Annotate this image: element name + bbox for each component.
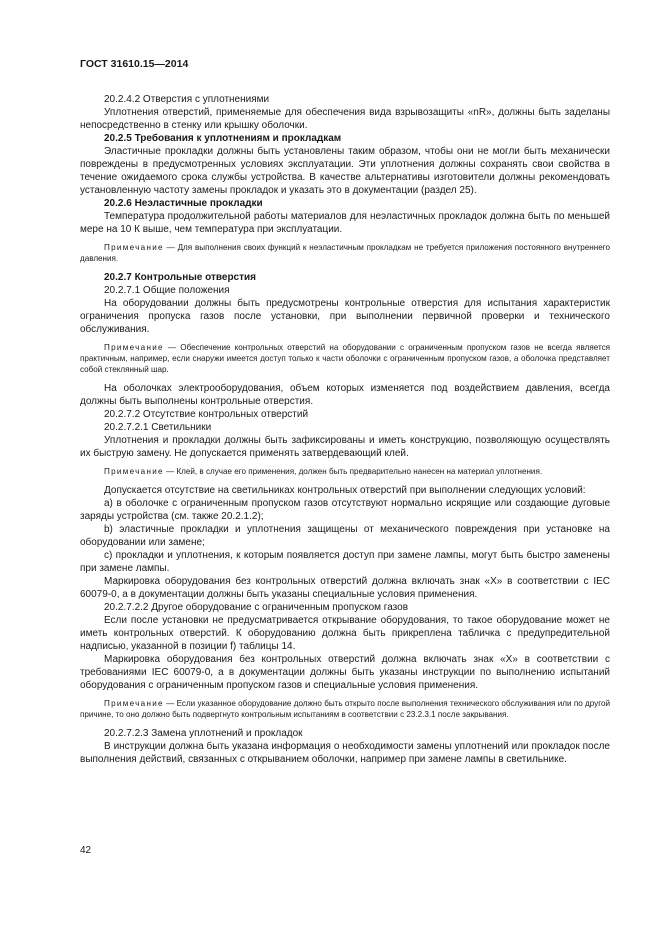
section-heading: 20.2.4.2 Отверстия с уплотнениями bbox=[104, 94, 270, 105]
page-number: 42 bbox=[80, 845, 92, 856]
paragraph: Допускается отсутствие на светильниках контрольных отверстий при выполнении следующих условий: bbox=[104, 485, 586, 496]
document-body bbox=[80, 93, 610, 766]
paragraph: На оборудовании должны быть предусмотрены контрольные отверстия для испытания характеристик ограничения пропуска газов после установки, при выполнении первичной проверки и технического обслуживания. bbox=[80, 298, 610, 335]
section-heading: 20.2.7 Контрольные отверстия bbox=[104, 272, 257, 283]
section-heading: 20.2.7.2 Отсутствие контрольных отверстий bbox=[104, 409, 309, 420]
page-header: ГОСТ 31610.15—2014 bbox=[80, 58, 189, 70]
section-heading: 20.2.7.2.1 Светильники bbox=[104, 422, 212, 433]
note-text: — Для выполнения своих функций к неэластичным прокладкам не требуется приложения постоянного внутреннего давления. bbox=[80, 243, 610, 263]
paragraph: Эластичные прокладки должны быть установлены таким образом, чтобы они не могли быть механически повреждены в предусмотренных условиях эксплуатации. Эти уплотнения должны сохранять свои свойства в течение ожидаемого срока службы устройства. В качестве альтернативы изготовители должны рекомендовать установленную частоту замены прокладок и указать это в документации (раздел 25). bbox=[80, 146, 610, 196]
section-heading: 20.2.6 Неэластичные прокладки bbox=[104, 198, 263, 209]
paragraph: Маркировка оборудования без контрольных отверстий должна включать знак «X» в соответствии с IEC 60079-0, а в документации должны быть указаны специальные условия применения. bbox=[80, 576, 610, 600]
paragraph: В инструкции должна быть указана информация о необходимости замены уплотнений или прокладок после выполнения действий, связанных с открыванием оболочки, например при замене лампы в светильнике. bbox=[80, 741, 610, 765]
paragraph: Температура продолжительной работы материалов для неэластичных прокладок должна быть по меньшей мере на 10 К выше, чем температура при эксплуатации. bbox=[80, 211, 610, 235]
note bbox=[80, 242, 610, 264]
note-label: Примечание bbox=[104, 467, 164, 476]
note bbox=[80, 698, 610, 720]
note-label: Примечание bbox=[104, 343, 164, 352]
list-item: c) прокладки и уплотнения, к которым появляется доступ при замене лампы, могут быть быстро заменены при замене лампы. bbox=[80, 550, 610, 574]
list-item: b) эластичные прокладки и уплотнения защищены от механического повреждения при установке на оборудовании или замене; bbox=[80, 524, 610, 548]
section-heading: 20.2.7.1 Общие положения bbox=[104, 285, 230, 296]
note bbox=[80, 342, 610, 375]
paragraph: Уплотнения отверстий, применяемые для обеспечения вида взрывозащиты «nR», должны быть заделаны непосредственно в стенку или крышку оболочки. bbox=[80, 107, 610, 131]
paragraph: Маркировка оборудования без контрольных отверстий должна включать знак «X» в соответствии с требованиями IEC 60079-0, а в документации должны быть указаны инструкции по выполнению испытаний оборудования с ограниченным пропуском газов и специальные условия применения. bbox=[80, 654, 610, 691]
note-label: Примечание bbox=[104, 699, 164, 708]
section-heading: 20.2.5 Требования к уплотнениям и прокладкам bbox=[104, 133, 342, 144]
note bbox=[80, 466, 610, 477]
section-heading: 20.2.7.2.2 Другое оборудование с ограниченным пропуском газов bbox=[104, 602, 409, 613]
paragraph: На оболочках электрооборудования, объем которых изменяется под воздействием давления, всегда должны быть выполнены контрольные отверстия. bbox=[80, 383, 610, 407]
paragraph: Уплотнения и прокладки должны быть зафиксированы и иметь конструкцию, позволяющую осуществлять их быструю замену. Не допускается применять затвердевающий клей. bbox=[80, 435, 610, 459]
note-text: — Клей, в случае его применения, должен быть предварительно нанесен на материал уплотнения. bbox=[163, 467, 543, 476]
note-label: Примечание bbox=[104, 243, 164, 252]
paragraph: Если после установки не предусматривается открывание оборудования, то такое оборудование может не иметь контрольных отверстий. К оборудованию должна быть прикреплена табличка с предупредительной надписью, указанной в позиции f) таблицы 14. bbox=[80, 615, 610, 652]
section-heading: 20.2.7.2.3 Замена уплотнений и прокладок bbox=[104, 728, 303, 739]
list-item: a) в оболочке с ограниченным пропуском газов отсутствуют нормально искрящие или создающие дуговые заряды устройства (см. также 20.2.1.2); bbox=[80, 498, 610, 522]
note-text: — Если указанное оборудование должно быть открыто после выполнения технического обслуживания или по другой причине, то оно должно быть подвергнуто контрольным испытаниям в соответствии с 23.2.3.1 после закрывания. bbox=[80, 699, 610, 719]
note-text: — Обеспечение контрольных отверстий на оборудовании с ограниченным пропуском газов не всегда является практичным, например, если снаружи имеется доступ только к части оболочки с ограниченным пропуском газов, а оболочка представляет собой стеклянный шар. bbox=[80, 343, 610, 374]
